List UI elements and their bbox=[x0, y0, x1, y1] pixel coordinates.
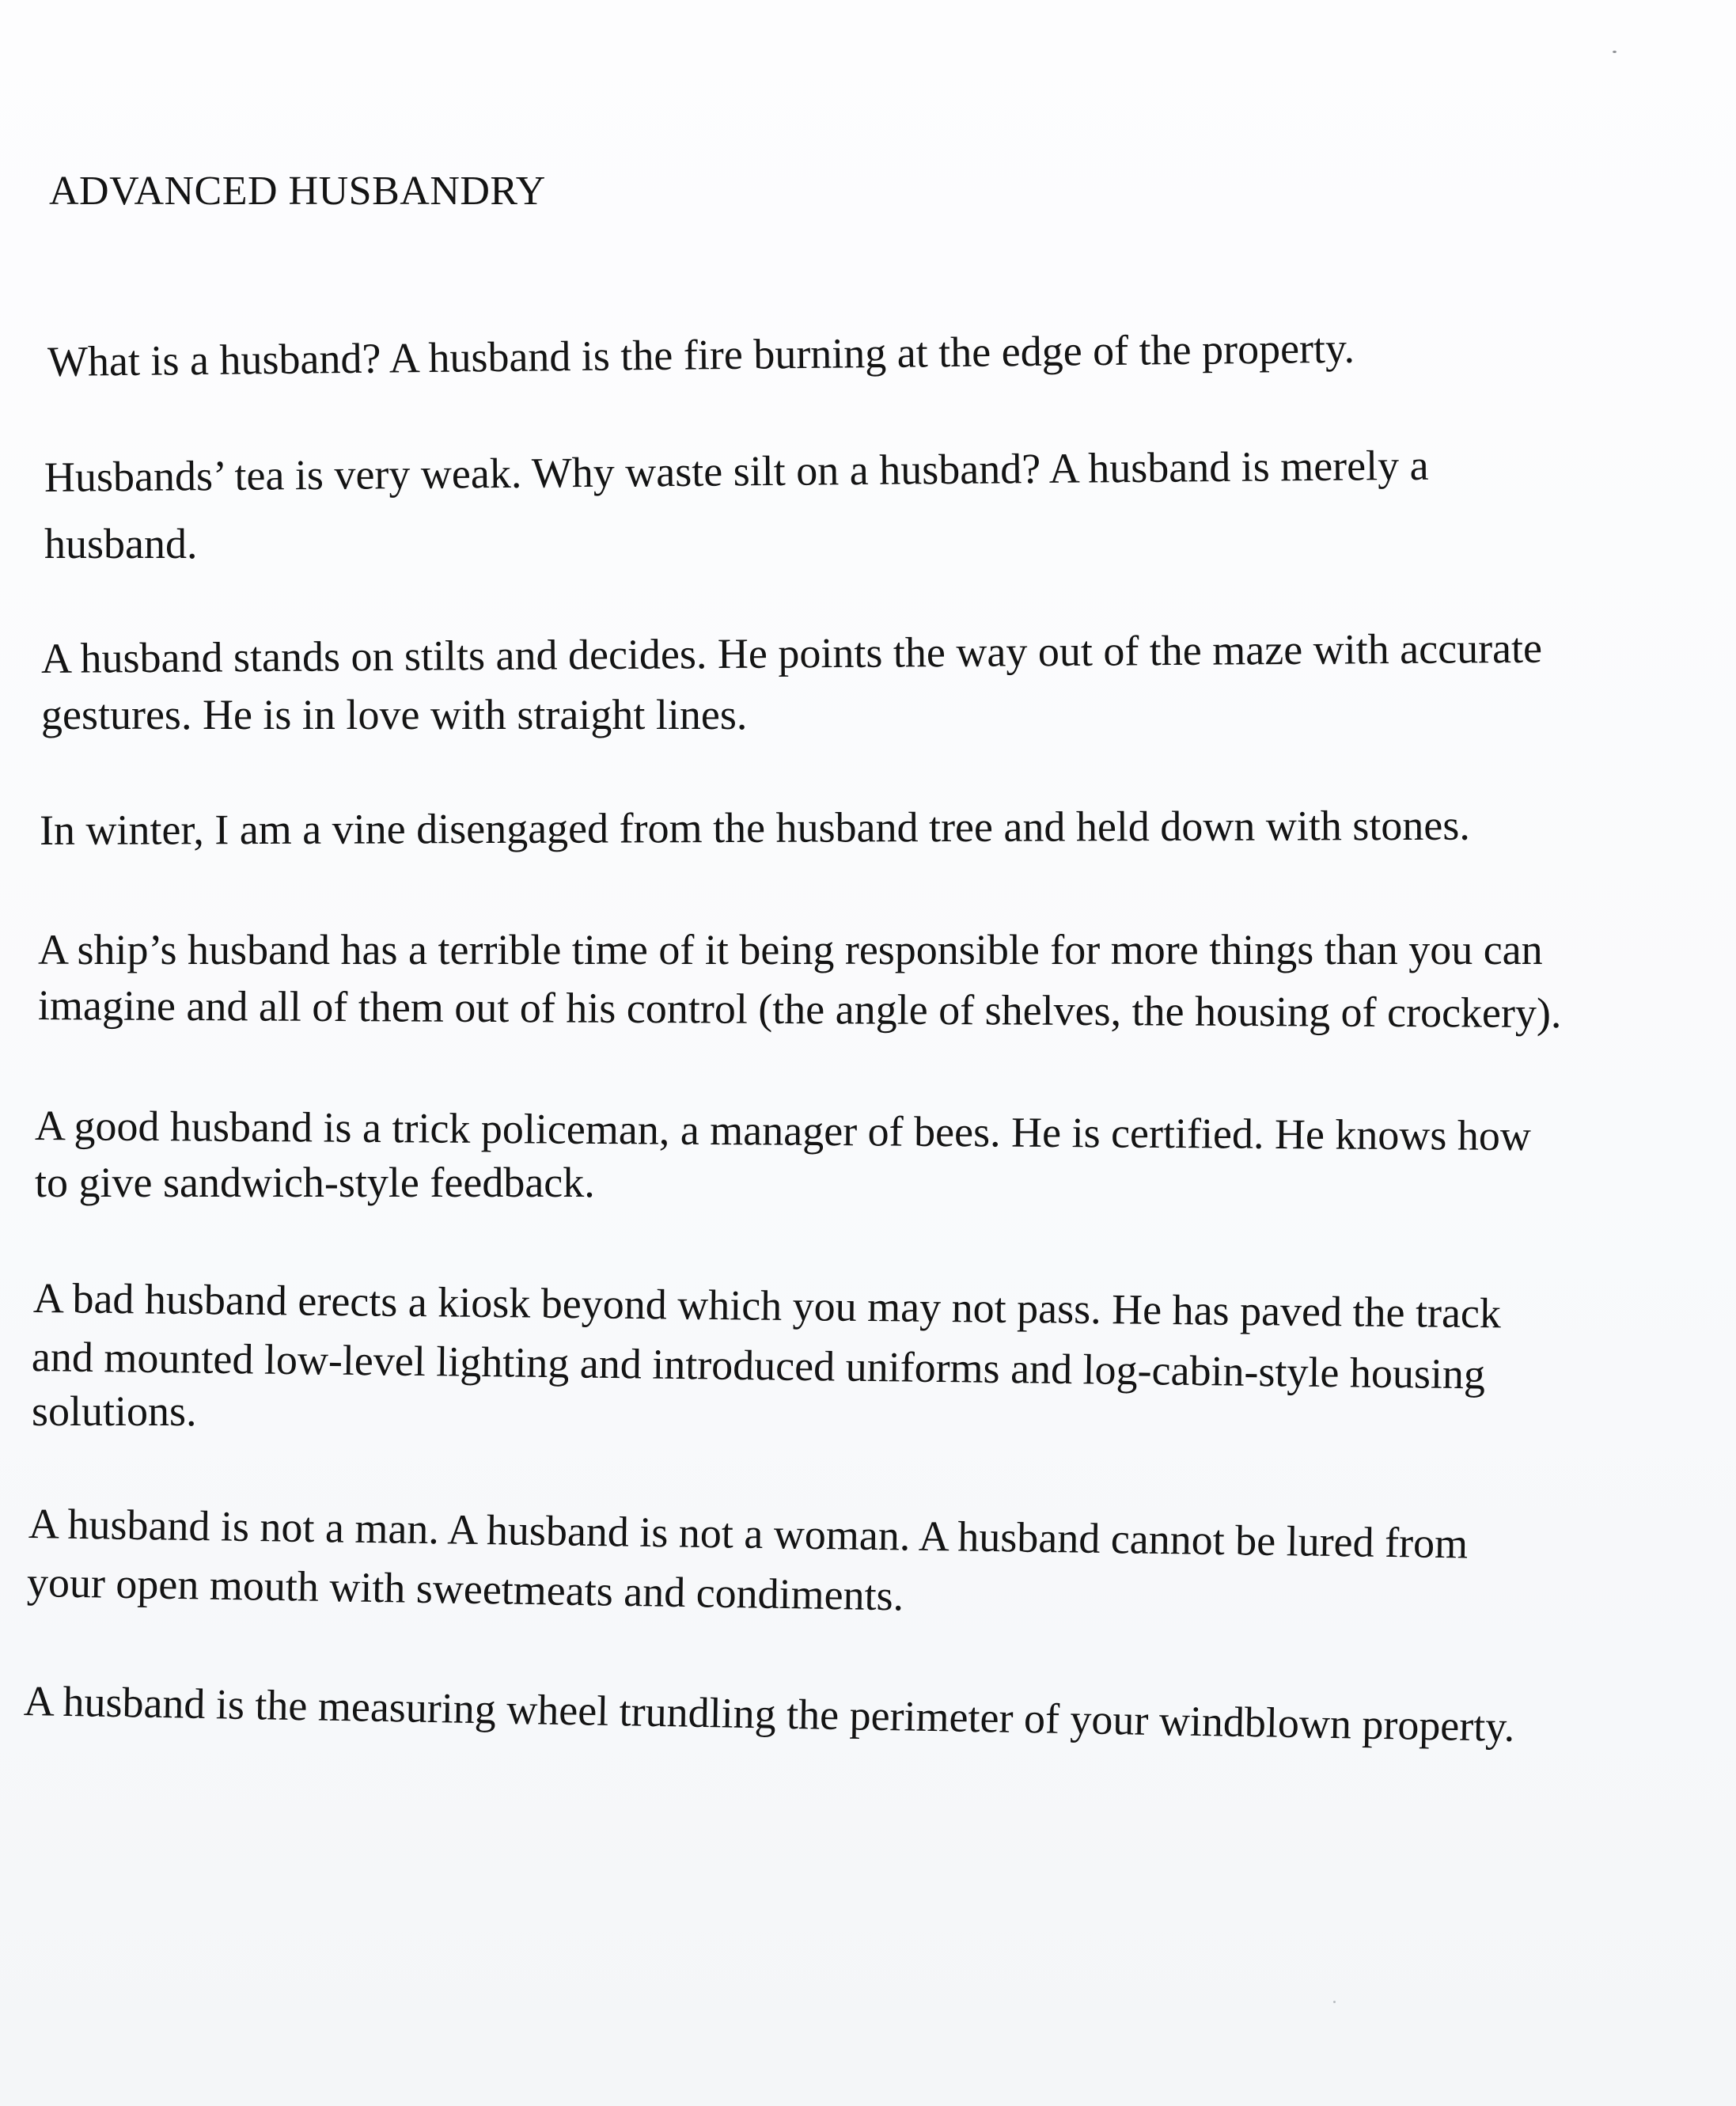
line-13: solutions. bbox=[32, 1387, 197, 1435]
line-1: What is a husband? A husband is the fire burning at the edge of the property. bbox=[47, 324, 1355, 385]
line-5: gestures. He is in love with straight lines. bbox=[41, 691, 748, 738]
line-8: imagine and all of them out of his control (the angle of shelves, the housing of crockery). bbox=[37, 981, 1562, 1038]
line-15: your open mouth with sweetmeats and condiments. bbox=[26, 1558, 904, 1620]
paper-speck bbox=[1613, 51, 1617, 53]
line-16: A husband is the measuring wheel trundling the perimeter of your windblown property. bbox=[23, 1677, 1515, 1751]
line-14: A husband is not a man. A husband is not a woman. A husband cannot be lured from bbox=[28, 1500, 1469, 1568]
line-11: A bad husband erects a kiosk beyond which you may not pass. He has paved the track bbox=[32, 1274, 1502, 1338]
paper-speck bbox=[1333, 2001, 1336, 2003]
line-4: A husband stands on stilts and decides. He points the way out of the maze with accurate bbox=[40, 624, 1543, 682]
line-2: Husbands’ tea is very weak. Why waste silt on a husband? A husband is merely a bbox=[44, 441, 1429, 501]
line-9: A good husband is a trick policeman, a manager of bees. He is certified. He knows how bbox=[34, 1102, 1532, 1160]
line-7: A ship’s husband has a terrible time of it being responsible for more things than you can bbox=[38, 926, 1543, 973]
poem-title: ADVANCED HUSBANDRY bbox=[49, 169, 546, 214]
line-10: to give sandwich-style feedback. bbox=[35, 1159, 595, 1206]
line-6: In winter, I am a vine disengaged from the husband tree and held down with stones. bbox=[39, 801, 1470, 854]
line-12: and mounted low-level lighting and introduced uniforms and log-cabin-style housing bbox=[31, 1333, 1486, 1398]
line-3: husband. bbox=[44, 520, 198, 567]
